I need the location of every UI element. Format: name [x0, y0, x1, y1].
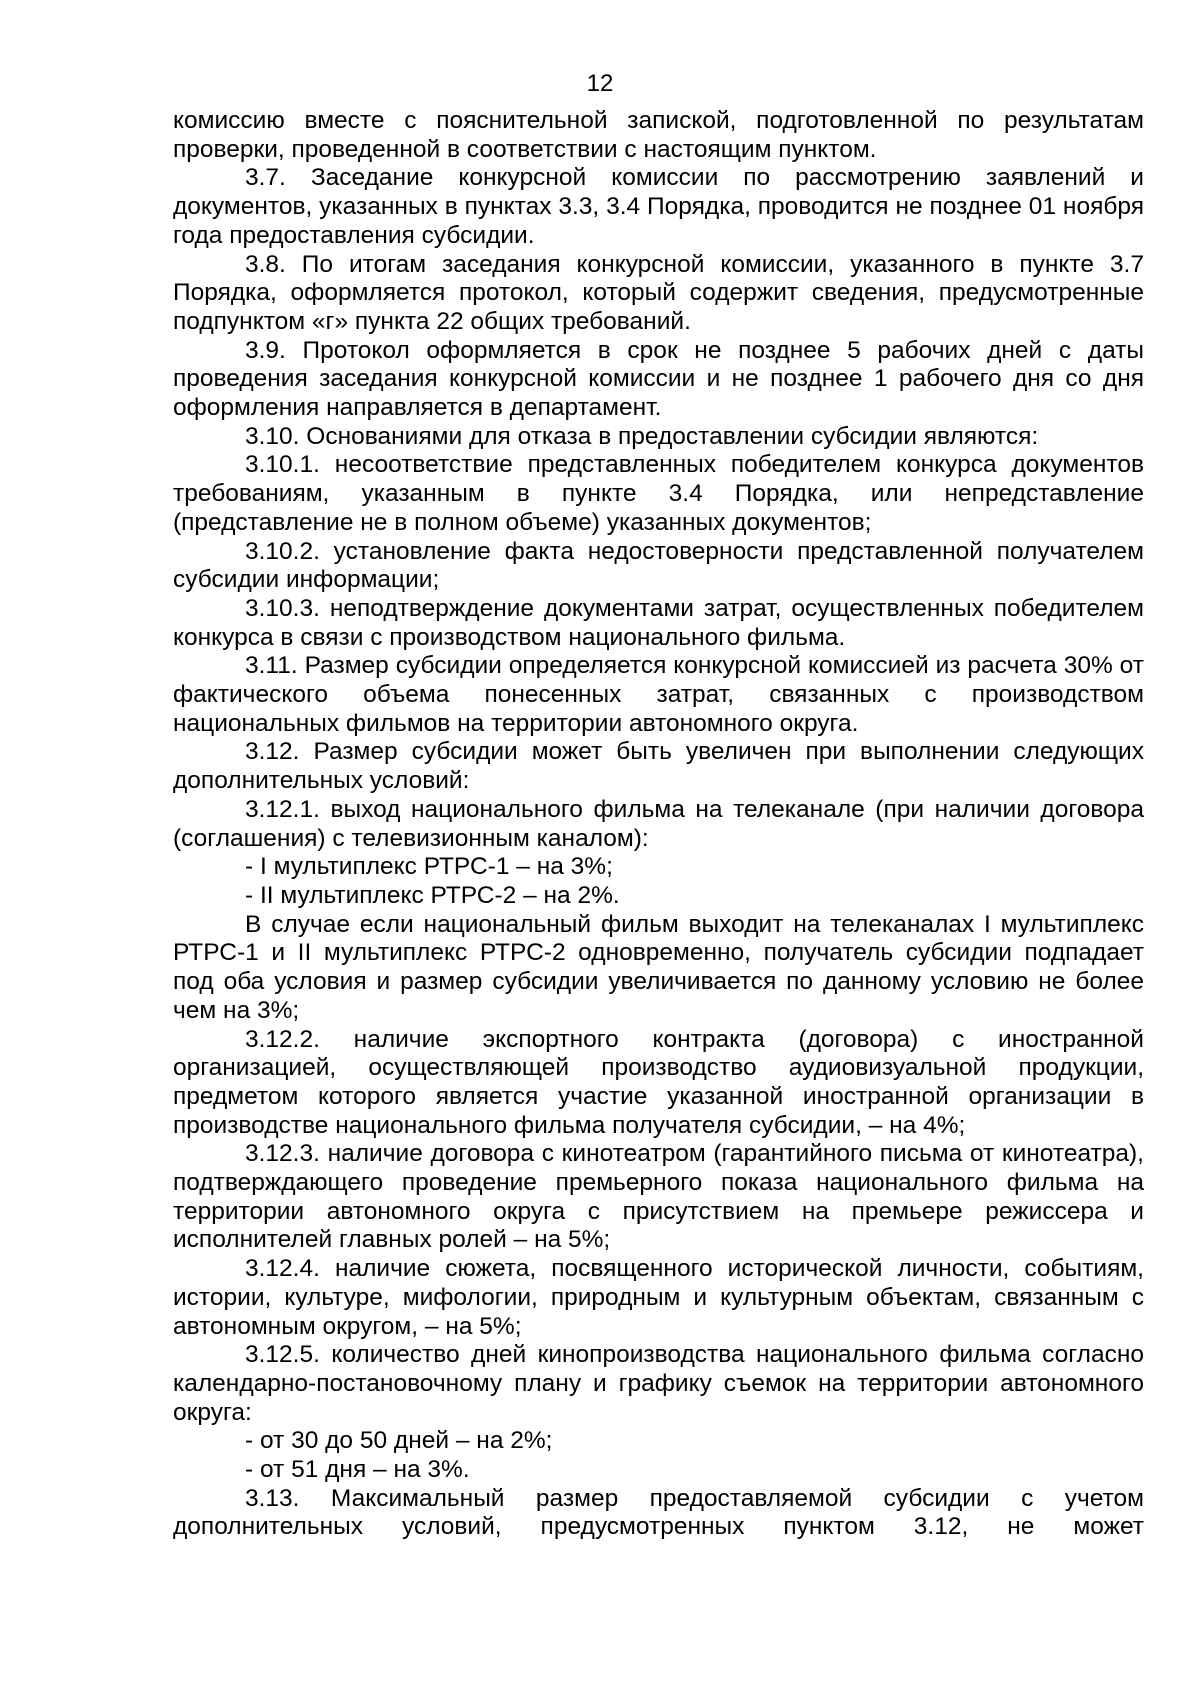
- paragraph: - II мультиплекс РТРС-2 – на 2%.: [245, 881, 620, 909]
- paragraph: 3.8. По итогам заседания конкурсной комиссии, указанного в пункте 3.7 Порядка, оформляется протокол, который содержит сведения, предусмотренные подпунктом «г» пункта 22 общих требований.: [173, 250, 1144, 335]
- paragraph: 3.12.4. наличие сюжета, посвященного исторической личности, событиям, истории, культуре, мифологии, природным и культурным объектам, связанным с автономным округом, – на 5%;: [173, 1255, 1144, 1340]
- paragraph: В случае если национальный фильм выходит на телеканалах I мультиплекс РТРС-1 и II мультиплекс РТРС-2 одновременно, получатель субсидии подпадает под оба условия и размер субсидии увеличивается по данному условию не более чем на 3%;: [173, 910, 1144, 1024]
- paragraph: 3.10.2. установление факта недостоверности представленной получателем субсидии информации;: [173, 537, 1144, 594]
- paragraph: - от 51 дня – на 3%.: [245, 1456, 470, 1484]
- paragraph: 3.7. Заседание конкурсной комиссии по рассмотрению заявлений и документов, указанных в пунктах 3.3, 3.4 Порядка, проводится не позднее 01 ноября года предоставления субсидии.: [173, 164, 1144, 249]
- paragraph: 3.13. Максимальный размер предоставляемой субсидии с учетом дополнительных условий, предусмотренных пунктом 3.12, не может: [173, 1484, 1144, 1541]
- paragraph: 3.12.2. наличие экспортного контракта (договора) с иностранной организацией, осуществляющей производство аудиовизуальной продукции, предметом которого является участие указанной иностранной организации в производстве национального фильма получателя субсидии, – на 4%;: [173, 1025, 1144, 1139]
- paragraph: 3.10.1. несоответствие представленных победителем конкурса документов требованиям, указанным в пункте 3.4 Порядка, или непредставление (представление не в полном объеме) указанных документов;: [173, 451, 1144, 536]
- paragraph: 3.9. Протокол оформляется в срок не позднее 5 рабочих дней с даты проведения заседания конкурсной комиссии и не позднее 1 рабочего дня со дня оформления направляется в департамент.: [173, 336, 1144, 422]
- paragraph: 3.10. Основаниями для отказа в предоставлении субсидии являются:: [245, 422, 1039, 450]
- paragraph: 3.12.5. количество дней кинопроизводства национального фильма согласно календарно-постановочному плану и графику съемок на территории автономного округа:: [173, 1341, 1144, 1426]
- paragraph: 3.12. Размер субсидии может быть увеличен при выполнении следующих дополнительных условий:: [173, 738, 1144, 795]
- paragraph: комиссию вместе с пояснительной запиской, подготовленной по результатам проверки, проведенной в соответствии с настоящим пунктом.: [173, 107, 1144, 163]
- page-number: 12: [586, 70, 614, 97]
- paragraph: 3.11. Размер субсидии определяется конкурсной комиссией из расчета 30% от фактического объема понесенных затрат, связанных с производством национальных фильмов на территории автономного округа.: [173, 652, 1144, 737]
- paragraph: 3.12.1. выход национального фильма на телеканале (при наличии договора (соглашения) с телевизионным каналом):: [173, 795, 1144, 852]
- paragraph: - от 30 до 50 дней – на 2%;: [245, 1427, 553, 1455]
- paragraph: 3.12.3. наличие договора с кинотеатром (гарантийного письма от кинотеатра), подтверждающего проведение премьерного показа национального фильма на территории автономного округа с присутствием на премьере режиссера и исполнителей главных ролей – на 5%;: [173, 1140, 1144, 1254]
- paragraph: - I мультиплекс РТРС-1 – на 3%;: [245, 853, 613, 881]
- document-body: [173, 107, 1144, 1542]
- paragraph: 3.10.3. неподтверждение документами затрат, осуществленных победителем конкурса в связи с производством национального фильма.: [173, 594, 1144, 651]
